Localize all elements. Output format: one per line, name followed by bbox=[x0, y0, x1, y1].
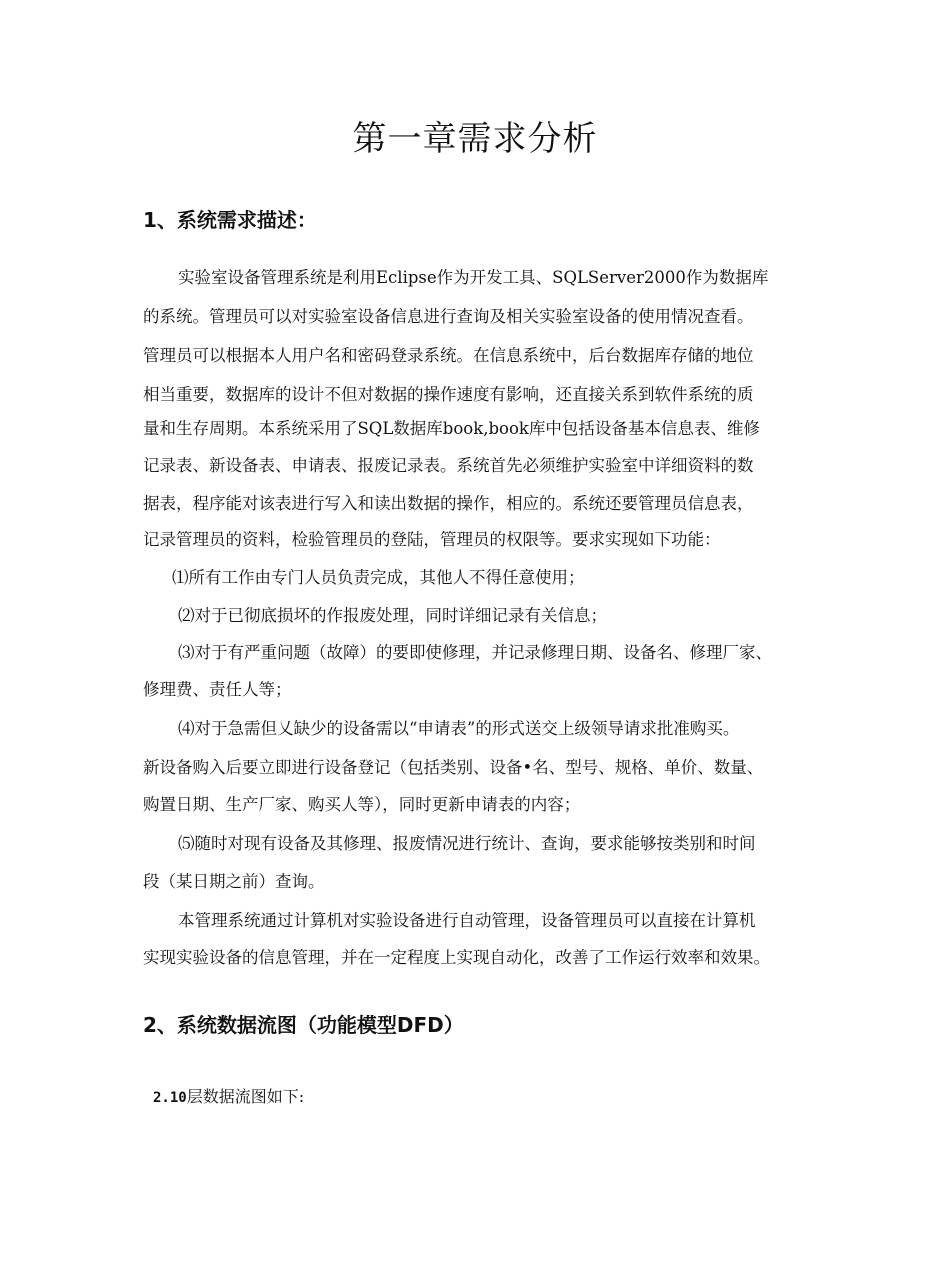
paragraph-line: 新设备购入后要立即进行设备登记（包括类别、设备•名、型号、规格、单价、数量、 bbox=[143, 758, 764, 777]
paragraph-line: 据表，程序能对该表进行写入和读出数据的操作，相应的。系统还要管理员信息表， bbox=[143, 494, 754, 513]
requirement-item-1: ⑴所有工作由专门人员负责完成，其他人不得任意使用； bbox=[172, 568, 585, 587]
page-title: 第一章需求分析 bbox=[352, 119, 598, 159]
paragraph-line: 记录表、新设备表、申请表、报废记录表。系统首先必须维护实验室中详细资料的数 bbox=[143, 456, 754, 475]
section-heading-dfd: 2、系统数据流图（功能模型DFD） bbox=[143, 1013, 464, 1037]
subsection-text: 层数据流图如下: bbox=[186, 1087, 305, 1106]
paragraph-line: 修理费、责任人等； bbox=[143, 680, 292, 699]
paragraph-line: 本管理系统通过计算机对实验设备进行自动管理，设备管理员可以直接在计算机 bbox=[178, 911, 756, 930]
paragraph-line: 相当重要，数据库的设计不但对数据的操作速度有影响，还直接关系到软件系统的质 bbox=[143, 385, 754, 404]
paragraph-line: 量和生存周期。本系统采用了SQL数据库book,book库中包括设备基本信息表、维修 bbox=[143, 419, 760, 438]
subsection-number: 2.10 bbox=[153, 1090, 187, 1106]
paragraph-line: 实现实验设备的信息管理，并在一定程度上实现自动化，改善了工作运行效率和效果。 bbox=[143, 948, 770, 967]
paragraph-line: 段（某日期之前）查询。 bbox=[143, 872, 325, 891]
subsection-heading bbox=[153, 1085, 304, 1110]
paragraph-line: 的系统。管理员可以对实验室设备信息进行查询及相关实验室设备的使用情况查看。 bbox=[143, 307, 754, 326]
requirement-item-4: ⑷对于急需但乂缺少的设备需以“申请表”的形式送交上级领导请求批准购买。 bbox=[178, 719, 740, 738]
paragraph-line: 购置日期、生产厂家、购买人等），同时更新申请表的内容； bbox=[143, 795, 581, 814]
requirement-item-3: ⑶对于有严重问题（故障）的要即使修理，并记录修理日期、设备名、修理厂家、 bbox=[178, 643, 772, 662]
paragraph-line: 管理员可以根据本人用户名和密码登录系统。在信息系统中，后台数据库存储的地位 bbox=[143, 346, 754, 365]
paragraph-line: 实验室设备管理系统是利用Eclipse作为开发工具、SQLServer2000作为数据库 bbox=[178, 268, 769, 287]
section-heading-requirements: 1、系统需求描述： bbox=[143, 208, 317, 232]
paragraph-line: 记录管理员的资料，检验管理员的登陆，管理员的权限等。要求实现如下功能： bbox=[143, 530, 721, 549]
requirement-item-2: ⑵对于已彻底损坏的作报废处理，同时详细记录有关信息； bbox=[178, 606, 607, 625]
requirement-item-5: ⑸随时对现有设备及其修理、报废情况进行统计、查询，要求能够按类别和时间 bbox=[178, 834, 756, 853]
